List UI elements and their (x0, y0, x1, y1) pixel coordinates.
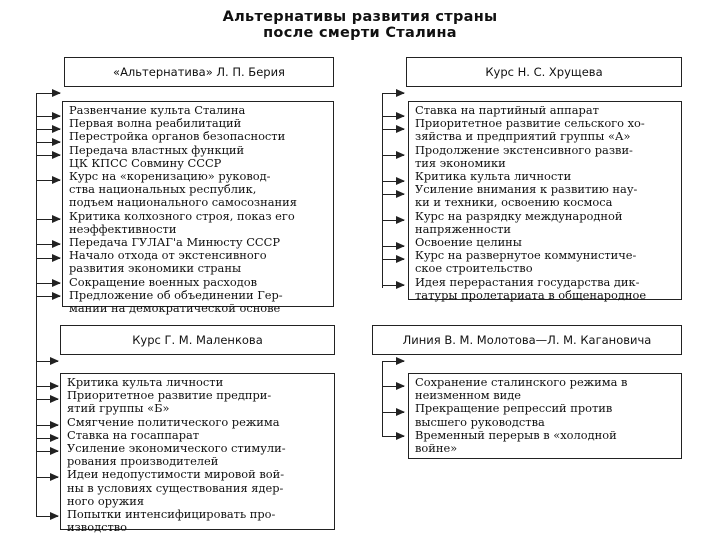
malenkov-item-arrow (36, 425, 58, 426)
beria-item-arrow (36, 142, 60, 143)
beria-header (64, 57, 334, 87)
khrushchev-item-arrow (382, 220, 404, 221)
list-item: Передача властных функций ЦК КПСС Совмину СССР (69, 142, 245, 170)
list-item: Развенчание культа Сталина (69, 103, 246, 117)
beria-item-arrow (36, 129, 60, 130)
malenkov-item-arrow (36, 386, 58, 387)
beria-item-arrow (36, 244, 60, 245)
list-item: Смягчение политического режима (67, 414, 280, 429)
list-item: Усиление внимания к развитию нау- ки и техники, освоению космоса (415, 182, 638, 210)
list-item: Критика колхозного строя, показ его неэффективности (69, 208, 295, 236)
malenkov-item-arrow (36, 451, 58, 452)
list-item: Попытки интенсифицировать про- изводство (67, 507, 276, 535)
list-item: Приоритетное развитие предпри- ятий группы «Б» (67, 388, 272, 416)
list-item: Начало отхода от экстенсивного развития экономики страны (69, 248, 267, 276)
list-item: Предложение об объединении Гер- мании на демократической основе (69, 287, 283, 316)
molotov-item-arrow (382, 436, 404, 437)
list-item: Курс на «коренизацию» руковод- ства национальных республик, подъем национального самосознания (69, 169, 297, 210)
list-item: Сохранение сталинского режима в неизменном виде (415, 375, 628, 403)
malenkov-item-arrow (36, 399, 58, 400)
molotov-panel (408, 373, 682, 459)
list-item: Идея перерастания государства дик- татуры пролетариата в общенародное (415, 274, 647, 302)
beria-panel (62, 101, 334, 316)
khrushchev-panel (408, 101, 682, 300)
molotov-connector-line (382, 362, 383, 436)
khrushchev-item-arrow (382, 285, 404, 286)
list-item: Критика культа личности (415, 169, 572, 184)
beria-item-arrow (36, 258, 60, 259)
malenkov-arrow (36, 361, 58, 362)
malenkov-header (60, 325, 335, 355)
beria-item-arrow (36, 116, 60, 117)
list-item: Освоение целины (415, 235, 522, 250)
khrushchev-arrow (382, 93, 404, 94)
khrushchev-item-arrow (382, 194, 404, 195)
diagram-title (0, 9, 720, 41)
beria-item-arrow (36, 283, 60, 284)
list-item: Курс на развернутое коммунистиче- ское строительство (415, 248, 637, 276)
molotov-item-arrow (382, 412, 404, 413)
beria-item-arrow (36, 180, 60, 181)
beria-item-arrow (36, 219, 60, 220)
khrushchev-item-arrow (382, 246, 404, 247)
list-item: Временный перерыв в «холодной войне» (415, 427, 617, 456)
list-item: Прекращение репрессий против высшего руководства (415, 401, 613, 429)
malenkov-item-arrow (36, 477, 58, 478)
malenkov-panel (60, 373, 335, 535)
malenkov-item-arrow (36, 438, 58, 439)
list-item: Продолжение экстенсивного разви- тия экономики (415, 142, 633, 170)
list-item: Сокращение военных расходов (69, 274, 257, 289)
title-line-2: после смерти Сталина (263, 25, 457, 41)
malenkov-item-arrow (36, 516, 58, 517)
khrushchev-item-arrow (382, 116, 404, 117)
list-item: Усиление экономического стимули- рования производителей (67, 441, 286, 469)
molotov-arrow (382, 361, 404, 362)
beria-header-label: «Альтернатива» Л. П. Берия (113, 65, 285, 79)
beria-item-arrow (36, 296, 60, 297)
title-line-1: Альтернативы развития страны (222, 9, 498, 25)
khrushchev-item-arrow (382, 155, 404, 156)
list-item: Передача ГУЛАГ'а Минюсту СССР (69, 235, 281, 250)
list-item: Курс на разрядку международной напряженности (415, 208, 623, 236)
list-item: Приоритетное развитие сельского хо- зяйства и предприятий группы «А» (415, 116, 645, 144)
list-item: Перестройка органов безопасности (69, 129, 286, 144)
list-item: Идеи недопустимости мировой вой- ны в условиях существования ядер- ного оружия (67, 467, 285, 508)
khrushchev-item-arrow (382, 259, 404, 260)
molotov-item-arrow (382, 386, 404, 387)
beria-arrow (36, 93, 60, 94)
list-item: Критика культа личности (67, 375, 224, 389)
list-item: Первая волна реабилитаций (69, 116, 242, 131)
molotov-header-label: Линия В. М. Молотова—Л. М. Кагановича (402, 333, 652, 347)
khrushchev-header-label: Курс Н. С. Хрущева (485, 65, 603, 79)
list-item: Ставка на партийный аппарат (415, 103, 599, 117)
molotov-header (372, 325, 682, 355)
khrushchev-header (406, 57, 682, 87)
khrushchev-item-arrow (382, 129, 404, 130)
khrushchev-item-arrow (382, 181, 404, 182)
malenkov-header-label: Курс Г. М. Маленкова (132, 333, 263, 347)
list-item: Ставка на госаппарат (67, 427, 200, 442)
beria-item-arrow (36, 155, 60, 156)
